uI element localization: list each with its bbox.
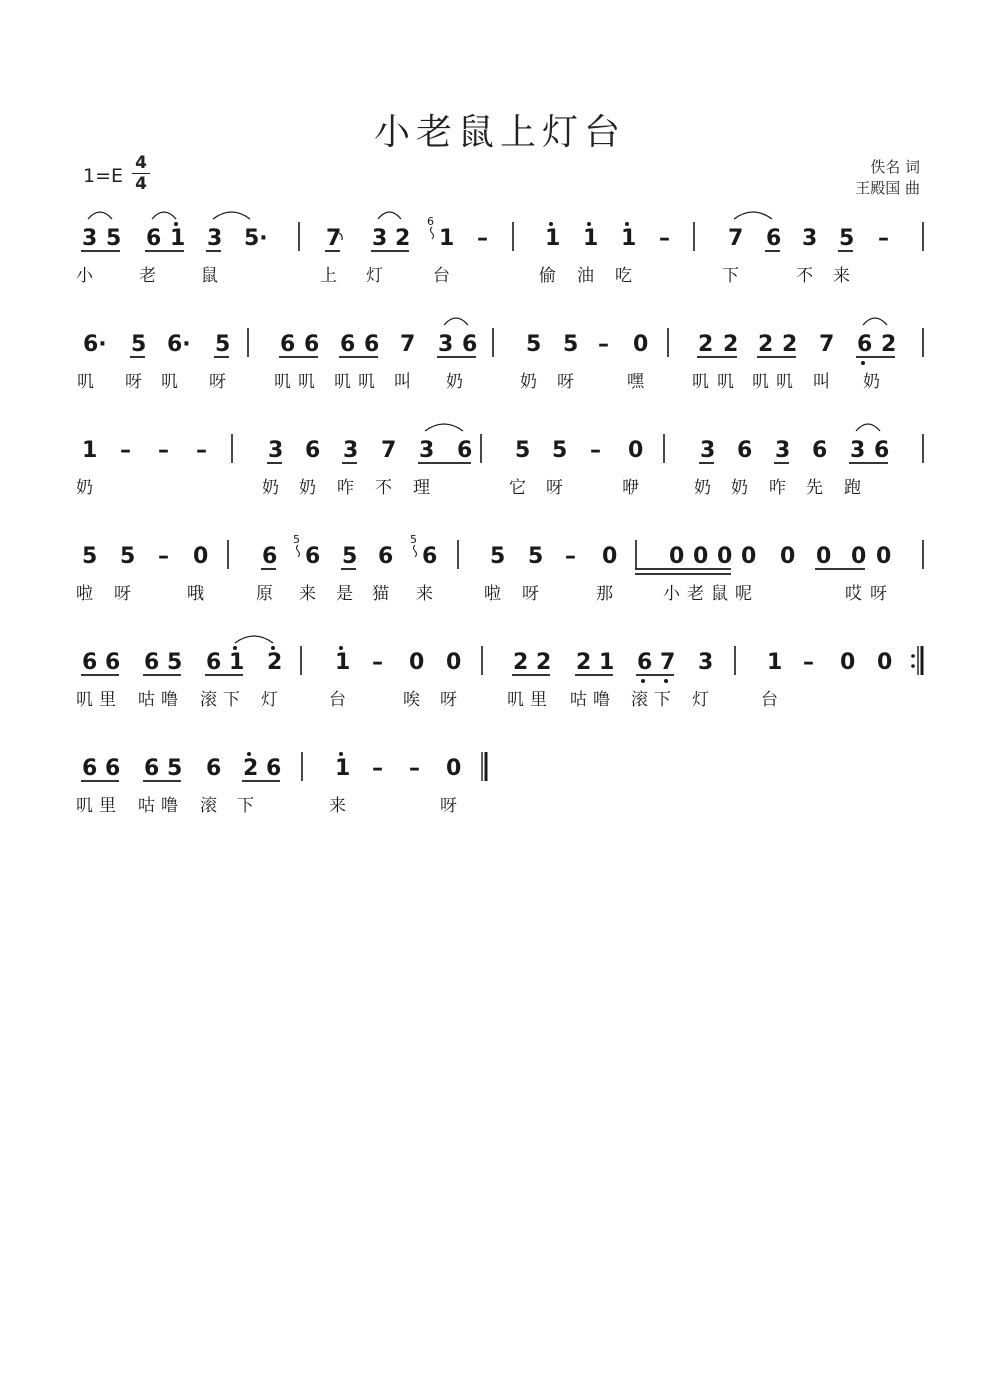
note: 6 (206, 650, 222, 675)
lyric-char: 叽 (752, 372, 770, 392)
note: 1 (82, 438, 98, 463)
note: 2 (267, 650, 283, 675)
composer-credit: 王殿国 曲 (855, 179, 920, 197)
note: 6· (83, 332, 107, 357)
lyric-char: 噜 (161, 690, 179, 710)
lyric-char: 先 (806, 478, 824, 498)
octave-dot-above (233, 646, 237, 650)
note: 3 (802, 226, 818, 251)
note: 5 (526, 332, 542, 357)
lyric-char: 小 (663, 584, 681, 604)
note: 6 (266, 756, 282, 781)
slur (425, 424, 463, 431)
note: 2 (576, 650, 592, 675)
note: 6 (304, 332, 320, 357)
note: 1 (767, 650, 783, 675)
lyric-char: 哦 (187, 584, 205, 604)
note: – (409, 756, 420, 781)
lyric-char: 噜 (161, 796, 179, 816)
note: 5 (528, 544, 544, 569)
note: 1 (545, 226, 561, 251)
note: 5 (131, 332, 147, 357)
note: – (598, 332, 609, 357)
lyric-char: 叽 (358, 372, 376, 392)
note: 6 (82, 756, 98, 781)
lyric-char: 那 (596, 584, 614, 604)
note: – (372, 756, 383, 781)
lyric-char: 灯 (692, 690, 710, 710)
lyric-char: 叽 (77, 372, 95, 392)
note: 6 (146, 226, 162, 251)
note: – (196, 438, 207, 463)
lyric-char: 奶 (262, 478, 280, 498)
lyric-char: 原 (256, 584, 274, 604)
slur (856, 424, 880, 431)
lyric-char: 咿 (622, 478, 640, 498)
repeat-dot (911, 654, 915, 658)
lyric-char: 吃 (615, 266, 633, 286)
lyric-char: 老 (687, 584, 705, 604)
lyric-char: 哎 (845, 584, 863, 604)
lyric-char: 奶 (731, 478, 749, 498)
note: – (158, 438, 169, 463)
note: 2 (513, 650, 529, 675)
lyric-char: 猫 (372, 584, 390, 604)
note: 5 (82, 544, 98, 569)
slur (235, 636, 273, 643)
lyric-char: 奶 (446, 372, 464, 392)
slur (152, 212, 176, 219)
note: 0 (446, 756, 462, 781)
note: 0 (602, 544, 618, 569)
lyric-char: 叫 (813, 372, 831, 392)
lyric-char: 来 (416, 584, 434, 604)
note: 6 (874, 438, 890, 463)
grace-note: 5 (293, 533, 300, 546)
note: 6 (82, 650, 98, 675)
lyric-char: 呀 (440, 796, 458, 816)
note: 0 (693, 544, 709, 569)
lyric-char: 咕 (570, 690, 588, 710)
note: 7 (728, 226, 744, 251)
lyric-char: 偷 (539, 266, 557, 286)
note: 5 (342, 544, 358, 569)
note: 0 (851, 544, 867, 569)
note: 7 (326, 226, 342, 251)
note: 0 (741, 544, 757, 569)
note: 1 (583, 226, 599, 251)
note: 7 (819, 332, 835, 357)
lyric-char: 呀 (870, 584, 888, 604)
lyric-char: 咕 (138, 690, 156, 710)
note: 1 (599, 650, 615, 675)
note: 0 (877, 650, 893, 675)
note: 3 (268, 438, 284, 463)
note: 7 (400, 332, 416, 357)
lyric-char: 理 (413, 478, 431, 498)
repeat-dot (911, 664, 915, 668)
octave-dot-above (549, 222, 553, 226)
lyric-char: 咋 (769, 478, 787, 498)
note: 7 (381, 438, 397, 463)
note: 5 (120, 544, 136, 569)
lyricist-credit: 佚名 词 (870, 158, 920, 176)
note: – (659, 226, 670, 251)
lyric-char: 叽 (507, 690, 525, 710)
note: 6 (262, 544, 278, 569)
lyric-char: 灯 (261, 690, 279, 710)
note: 0 (876, 544, 892, 569)
note: 0 (633, 332, 649, 357)
note: 6 (105, 650, 121, 675)
note: 0 (816, 544, 832, 569)
lyric-char: 里 (99, 690, 117, 710)
note: 0 (717, 544, 733, 569)
lyric-char: 台 (329, 690, 347, 710)
note: 3 (343, 438, 359, 463)
lyric-char: 叽 (161, 372, 179, 392)
lyric-char: 小 (76, 266, 94, 286)
note: 6 (144, 650, 160, 675)
lyric-char: 老 (139, 266, 157, 286)
lyric-char: 里 (530, 690, 548, 710)
octave-dot-above (174, 222, 178, 226)
note: 5 (106, 226, 122, 251)
grace-note: 6 (427, 215, 434, 228)
lyric-char: 呀 (546, 478, 564, 498)
octave-dot-above (625, 222, 629, 226)
note: 2 (881, 332, 897, 357)
note: 3 (419, 438, 435, 463)
lyric-char: 鼠 (711, 584, 729, 604)
note: 2 (758, 332, 774, 357)
lyric-char: 不 (796, 266, 814, 286)
lyric-char: 跑 (844, 478, 862, 498)
octave-dot-above (271, 646, 275, 650)
note: 6 (305, 544, 321, 569)
note: 6 (378, 544, 394, 569)
lyric-char: 叫 (394, 372, 412, 392)
lyric-char: 来 (329, 796, 347, 816)
note: 6 (206, 756, 222, 781)
lyric-char: 上 (320, 266, 338, 286)
note: 0 (193, 544, 209, 569)
note: 0 (669, 544, 685, 569)
lyric-char: 叽 (692, 372, 710, 392)
note: – (120, 438, 131, 463)
lyric-char: 不 (375, 478, 393, 498)
note: – (158, 544, 169, 569)
grace-tie (414, 545, 417, 557)
lyric-char: 里 (99, 796, 117, 816)
note: 3 (207, 226, 223, 251)
note: – (565, 544, 576, 569)
note: 2 (698, 332, 714, 357)
lyric-char: 下 (237, 796, 255, 816)
lyric-char: 下 (722, 266, 740, 286)
note: 1 (621, 226, 637, 251)
note: 3 (700, 438, 716, 463)
lyric-char: 灯 (366, 266, 384, 286)
note: – (477, 226, 488, 251)
note: 0 (446, 650, 462, 675)
grace-tie (431, 227, 434, 239)
time-signature-bottom: 4 (135, 174, 147, 194)
note: 1 (229, 650, 245, 675)
slur (213, 212, 250, 219)
lyric-char: 呢 (735, 584, 753, 604)
song-title: 小老鼠上灯台 (373, 112, 626, 153)
lyric-char: 叽 (776, 372, 794, 392)
note: 2 (395, 226, 411, 251)
lyric-char: 台 (761, 690, 779, 710)
octave-dot-above (247, 752, 251, 756)
note: 6 (766, 226, 782, 251)
octave-dot-below (641, 679, 645, 683)
grace-note: 5 (410, 533, 417, 546)
note: 6 (462, 332, 478, 357)
lyric-char: 是 (336, 584, 354, 604)
note: 5· (244, 226, 268, 251)
octave-dot-above (339, 646, 343, 650)
lyric-char: 唉 (403, 690, 421, 710)
lyric-char: 呀 (125, 372, 143, 392)
lyric-char: 叽 (274, 372, 292, 392)
octave-dot-above (339, 752, 343, 756)
note: 0 (780, 544, 796, 569)
slur (444, 318, 468, 325)
lyric-char: 台 (433, 266, 451, 286)
time-signature-top: 4 (135, 153, 147, 173)
octave-dot-above (587, 222, 591, 226)
grace-tie (297, 545, 300, 557)
lyric-char: 奶 (299, 478, 317, 498)
lyric-char: 鼠 (201, 266, 219, 286)
lyric-char: 叽 (298, 372, 316, 392)
note: 5 (490, 544, 506, 569)
note: 2 (782, 332, 798, 357)
note: 5 (167, 756, 183, 781)
note: 3 (775, 438, 791, 463)
lyric-char: 啦 (76, 584, 94, 604)
lyric-char: 呀 (440, 690, 458, 710)
note: 3 (438, 332, 454, 357)
lyric-char: 叽 (76, 796, 94, 816)
lyric-char: 嘿 (627, 372, 645, 392)
note: 0 (409, 650, 425, 675)
lyric-char: 呀 (114, 584, 132, 604)
lyric-char: 下 (654, 690, 672, 710)
lyric-char: 噜 (593, 690, 611, 710)
lyric-char: 奶 (520, 372, 538, 392)
lyric-char: 它 (509, 478, 527, 498)
note: 6 (637, 650, 653, 675)
note: 2 (723, 332, 739, 357)
lyric-char: 呀 (209, 372, 227, 392)
lyric-char: 叽 (334, 372, 352, 392)
note: 3 (82, 226, 98, 251)
slur (88, 212, 112, 219)
note: – (372, 650, 383, 675)
note: 6· (167, 332, 191, 357)
note: 6 (857, 332, 873, 357)
lyric-char: 滚 (200, 796, 218, 816)
lyric-char: 咋 (337, 478, 355, 498)
note: 5 (515, 438, 531, 463)
note: 5 (552, 438, 568, 463)
note: – (590, 438, 601, 463)
note: 6 (812, 438, 828, 463)
note: 6 (105, 756, 121, 781)
note: 2 (243, 756, 259, 781)
lyric-char: 奶 (76, 478, 94, 498)
note: 1 (170, 226, 186, 251)
lyric-char: 叽 (717, 372, 735, 392)
note: 6 (364, 332, 380, 357)
lyric-char: 油 (577, 266, 595, 286)
key-signature: 1=E (83, 165, 124, 187)
lyric-char: 奶 (694, 478, 712, 498)
note: 7 (660, 650, 676, 675)
note: 0 (628, 438, 644, 463)
note: 1 (335, 650, 351, 675)
note: 6 (305, 438, 321, 463)
note: 2 (536, 650, 552, 675)
lyric-char: 滚 (200, 690, 218, 710)
note: 0 (840, 650, 856, 675)
octave-dot-below (861, 361, 865, 365)
note: 6 (280, 332, 296, 357)
note: – (878, 226, 889, 251)
lyric-char: 奶 (863, 372, 881, 392)
lyric-char: 呀 (522, 584, 540, 604)
slur (734, 212, 772, 219)
note: 6 (737, 438, 753, 463)
note: 3 (698, 650, 714, 675)
lyric-char: 下 (223, 690, 241, 710)
note: 5 (215, 332, 231, 357)
note: 3 (850, 438, 866, 463)
note: 6 (340, 332, 356, 357)
lyric-char: 呀 (557, 372, 575, 392)
note: 5 (839, 226, 855, 251)
note: – (803, 650, 814, 675)
lyric-char: 来 (833, 266, 851, 286)
note: 6 (457, 438, 473, 463)
lyric-char: 来 (299, 584, 317, 604)
note: 6 (422, 544, 438, 569)
octave-dot-below (664, 679, 668, 683)
note: 3 (372, 226, 388, 251)
note: 5 (167, 650, 183, 675)
slur (378, 212, 401, 219)
note: 6 (144, 756, 160, 781)
note: 1 (335, 756, 351, 781)
lyric-char: 啦 (484, 584, 502, 604)
lyric-char: 叽 (76, 690, 94, 710)
note: 5 (563, 332, 579, 357)
note: 1 (439, 226, 455, 251)
lyric-char: 咕 (138, 796, 156, 816)
lyric-char: 滚 (631, 690, 649, 710)
slur (863, 318, 887, 325)
